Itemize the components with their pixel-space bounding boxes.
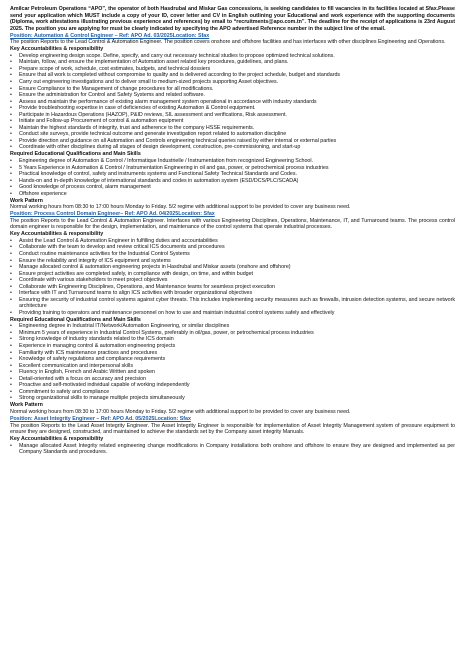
work-pattern-text: Normal working hours from 08:30 to 17:00 hours Monday to Friday. 5/2 regime with additional support to be provided to cover any business need. bbox=[10, 408, 351, 415]
list-item: • Carry out engineering investigations and to deliver small to medium-sized projects supporting Asset objectives. bbox=[10, 79, 455, 86]
list-item: • Provide troubleshooting expertise in case of deficiencies of existing Automation & Control equipment. bbox=[10, 105, 455, 112]
work-pattern-heading: Work Pattern bbox=[10, 197, 43, 204]
responsibilities-list bbox=[10, 53, 455, 151]
list-item: • Collaborate with Engineering Disciplines, Operations, and Maintenance teams for seamless project execution bbox=[10, 284, 455, 291]
qualifications-heading: Required Educational Qualifications and Main Skills bbox=[10, 151, 141, 158]
list-item: • Manage allocated Asset Integrity related engineering change modifications in Company installations both onshore and offshore to ensure they are designed and implemented as per Company Standards and procedures. bbox=[10, 443, 455, 456]
responsibilities-heading: Key Accountabilities & responsibility bbox=[10, 436, 104, 443]
position-title: Position: Automation & Control Engineer – Ref: APO Ad. 03/2025Location: Sfax bbox=[10, 32, 210, 39]
list-item: • Excellent communication and interpersonal skills bbox=[10, 363, 455, 370]
list-item: • Ensure that all work is completed without compromise to quality and is delivered according to the project schedule, budget and standards bbox=[10, 72, 455, 79]
list-item: • Participate in Hazardous Operations (HAZOP), P&ID reviews, SIL assessment and verifications, Risk assessment. bbox=[10, 112, 455, 119]
list-item: • Interface with IT and Turnaround teams to align ICS activities with broader organizational objectives bbox=[10, 290, 455, 297]
list-item: • Commitment to safety and compliance bbox=[10, 389, 455, 396]
list-item: • Proactive and self-motivated individual capable of working independently bbox=[10, 382, 455, 389]
list-item: • 5 Years Experience in Automation & Control / Instrumentation Engineering in oil and gas, power, or petrochemical process industries bbox=[10, 165, 455, 172]
work-pattern-heading: Work Pattern bbox=[10, 402, 43, 409]
list-item: • Collaborate with the team to develop and review critical ICS documents and procedures bbox=[10, 244, 455, 251]
responsibilities-heading: Key Accountabilities & responsibility bbox=[10, 231, 104, 238]
list-item: • Ensure the administration for Control and Safety Systems and related software. bbox=[10, 92, 455, 99]
list-item: • Coordinate with other disciplines during all stages of design development, construction, pre-commissioning, and start-up bbox=[10, 144, 455, 151]
list-item: • Knowledge of safety regulations and compliance requirements bbox=[10, 356, 455, 363]
work-pattern-text: Normal working hours from 08:30 to 17:00 hours Monday to Friday. 5/2 regime with additional support to be provided to cover any business need. bbox=[10, 204, 351, 211]
list-item: • Conduct routine maintenance activities for the Industrial Control Systems bbox=[10, 251, 455, 258]
list-item: • Hands-on and in-depth knowledge of international standards and codes in automation system (ESD/DCS/PLC/SCADA) bbox=[10, 178, 455, 185]
list-item: • Ensure the reliability and integrity of ICS equipment and systems bbox=[10, 258, 455, 265]
position-summary: The position Reports to the Lead Asset Integrity Engineer. The Asset Integrity Engineer is responsible for implementation of Asset Integrity Management system of pressure equipment to ensure they are designed, constructed, and maintained to achieve the standards set by the Company asset integrity Manuals. bbox=[10, 422, 455, 436]
list-item: • Minimum 5 years of experience in Industrial Control Systems, preferably in oil/gas, power, or petrochemical process industries bbox=[10, 330, 455, 337]
list-item: • Provide direction and guidance on all Automation and Controls engineering technical queries raised by either internal or external parties bbox=[10, 138, 455, 145]
list-item: • Detail-oriented with a focus on accuracy and precision bbox=[10, 376, 455, 383]
list-item: • Manage allocated control & automation engineering projects in Hasdrubal and Miskar assets (onshore and offshore) bbox=[10, 264, 455, 271]
list-item: • Coordinate with various stakeholders to meet project objectives bbox=[10, 277, 455, 284]
list-item: • Maintain the highest standards of integrity, trust and adherence to the company HSSE requirements. bbox=[10, 125, 455, 132]
list-item: • Ensure Compliance to the Management of change procedures for all modifications. bbox=[10, 86, 455, 93]
position-title: Position: Process Control Domain Engineer– Ref: APO Ad. 04/2025Location: Sfax bbox=[10, 211, 215, 218]
responsibilities-list bbox=[10, 443, 455, 456]
responsibilities-heading: Key Accountabilities & responsibility bbox=[10, 46, 104, 53]
intro-paragraph: Amilcar Petroleum Operations “APO”, the operator of both Hasdrubal and Miskar Gas concessions, is seeking candidates to fill vacancies in its facilities located at Sfax.Please send your application which MUST include a copy of your ID, cover letter and CV in English outlining your Educational and work experience with the supporting documents (Diploma, work attestations illustrating previous experience and references) by email to “recruitments@apo.com.tn”. The deadline for the receipt of applications is 23rd August 2025. The position you are applying for must be clearly indicated by specifying the APO advertised Reference number in the subject line of the email. bbox=[10, 6, 455, 32]
list-item: • Ensuring the security of industrial control systems against cyber threats. This includes implementing security measures such as firewalls, intrusion detection systems, and secure network architecture bbox=[10, 297, 455, 310]
list-item: • Assist the Lead Control & Automation Engineer in fulfilling duties and accountabilities bbox=[10, 238, 455, 245]
list-item: • Good knowledge of process control, alarm management bbox=[10, 184, 455, 191]
list-item: • Engineering degree of Automation & Control / Informatique Industrielle / Instrumentation from recognized Engineering School. bbox=[10, 158, 455, 165]
list-item: • Familiarity with ICS maintenance practices and procedures bbox=[10, 350, 455, 357]
job-section-automation-control bbox=[10, 33, 455, 211]
list-item: • Conduct site surveys, provide technical outcome and generate investigation report related to automation discipline bbox=[10, 131, 455, 138]
list-item: • Offshore experience bbox=[10, 191, 455, 198]
qualifications-list bbox=[10, 158, 455, 197]
job-section-process-control bbox=[10, 211, 455, 415]
list-item: • Providing training to operators and maintenance personnel on how to use and maintain industrial control systems safely and effectively bbox=[10, 310, 455, 317]
list-item: • Maintain, follow, and ensure the implementation of Automation asset related key procedures, guidelines, and plans. bbox=[10, 59, 455, 66]
list-item: • Fluency in English, French and Arabic Written and spoken bbox=[10, 369, 455, 376]
position-summary: The position Reports to the Lead Control & Automation Engineer. Interfaces with various Engineering Disciplines, Operations, Maintenance, IT, and Turnaround teams. The process control domain engineer is responsible for the design, implementation, and maintenance of the control systems that operate industrial processes. bbox=[10, 217, 455, 231]
list-item: • Strong organizational skills to manage multiple projects simultaneously bbox=[10, 395, 455, 402]
list-item: • Practical knowledge of control, safety and instruments systems and Functional Safety Technical Standards and Codes. bbox=[10, 171, 455, 178]
list-item: • Strong knowledge of industry standards related to the ICS domain bbox=[10, 336, 455, 343]
job-section-asset-integrity bbox=[10, 416, 455, 456]
qualifications-heading: Required Educational Qualifications and Main Skills bbox=[10, 316, 141, 323]
list-item: • Assess and maintain the performance of existing alarm management system operational in accordance with industry standards bbox=[10, 99, 455, 106]
list-item: • Engineering degree in Industrial IT/Network/Automation Engineering, or similar disciplines bbox=[10, 323, 455, 330]
responsibilities-list bbox=[10, 238, 455, 317]
list-item: • Initiate and Follow-up Procurement of control & automation equipment bbox=[10, 118, 455, 125]
position-summary: The position Reports to the Lead Control & Automation Engineer. The position covers onshore and offshore facilities and has interfaces with other disciplines Engineering and Operations. bbox=[10, 39, 446, 46]
qualifications-list bbox=[10, 323, 455, 402]
list-item: • Prepare scope of work, schedule, cost estimates, budgets, and technical dossiers bbox=[10, 66, 455, 73]
list-item: • Ensure project activities are completed safely, in compliance with design, on time, and within budget bbox=[10, 271, 455, 278]
position-title: Position: Asset Integrity Engineer – Ref: APO Ad. 05/2025Location: Sfax bbox=[10, 416, 191, 423]
list-item: • Develop engineering design scope. Define, specify, and carry out necessary technical studies to propose optimized technical solutions. bbox=[10, 53, 455, 60]
list-item: • Experience in managing control & automation engineering projects bbox=[10, 343, 455, 350]
